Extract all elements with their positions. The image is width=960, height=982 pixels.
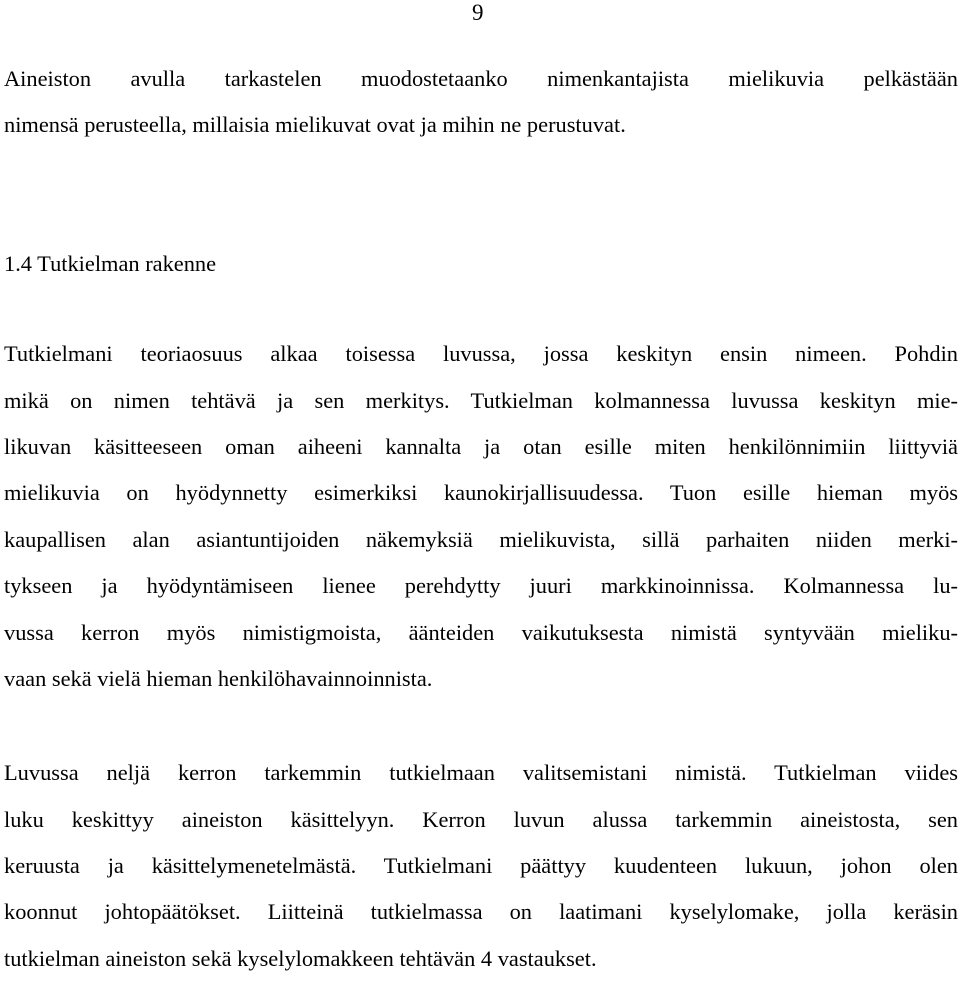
paragraph-structure (4, 331, 958, 702)
text-line: vaan sekä vielä hieman henkilöhavainnoinnista. (4, 665, 433, 691)
text-line: tutkielman aineiston sekä kyselylomakkeen tehtävän 4 vastaukset. (4, 945, 597, 971)
text-line: mielikuvia on hyödynnetty esimerkiksi kaunokirjallisuudessa. Tuon esille hieman myös (4, 480, 958, 506)
text-line: Tutkielmani teoriaosuus alkaa toisessa luvussa, jossa keskityn ensin nimeen. Pohdin (4, 341, 958, 367)
text-line: kaupallisen alan asiantuntijoiden näkemyksiä mielikuvista, sillä parhaiten niiden merki- (4, 526, 958, 552)
text-line: vussa kerron myös nimistigmoista, äänteiden vaikutuksesta nimistä syntyvään mieliku- (4, 619, 958, 645)
text-line: keruusta ja käsittelymenetelmästä. Tutkielmani päättyy kuudenteen lukuun, johon olen (4, 853, 958, 879)
page-number: 9 (472, 0, 484, 25)
text-line: Aineiston avulla tarkastelen muodostetaanko nimenkantajista mielikuvia pelkästään (4, 66, 958, 91)
section-heading: 1.4 Tutkielman rakenne (4, 250, 217, 276)
paragraph-intro (4, 56, 958, 149)
paragraph-chapters (4, 750, 958, 982)
text-line: koonnut johtopäätökset. Liitteinä tutkielmassa on laatimani kyselylomake, jolla keräsin (4, 899, 958, 925)
text-line: nimensä perusteella, millaisia mielikuvat ovat ja mihin ne perustuvat. (4, 112, 626, 138)
text-line: Luvussa neljä kerron tarkemmin tutkielmaan valitsemistani nimistä. Tutkielman viides (4, 760, 958, 786)
text-line: luku keskittyy aineiston käsittelyyn. Kerron luvun alussa tarkemmin aineistosta, sen (4, 806, 958, 832)
text-line: likuvan käsitteeseen oman aiheeni kannalta ja otan esille miten henkilönnimiin liittyviä (4, 433, 958, 459)
text-line: tykseen ja hyödyntämiseen lienee perehdytty juuri markkinoinnissa. Kolmannessa lu- (4, 573, 958, 599)
document-body (4, 56, 958, 982)
text-line: mikä on nimen tehtävä ja sen merkitys. Tutkielman kolmannessa luvussa keskityn mie- (4, 387, 958, 413)
